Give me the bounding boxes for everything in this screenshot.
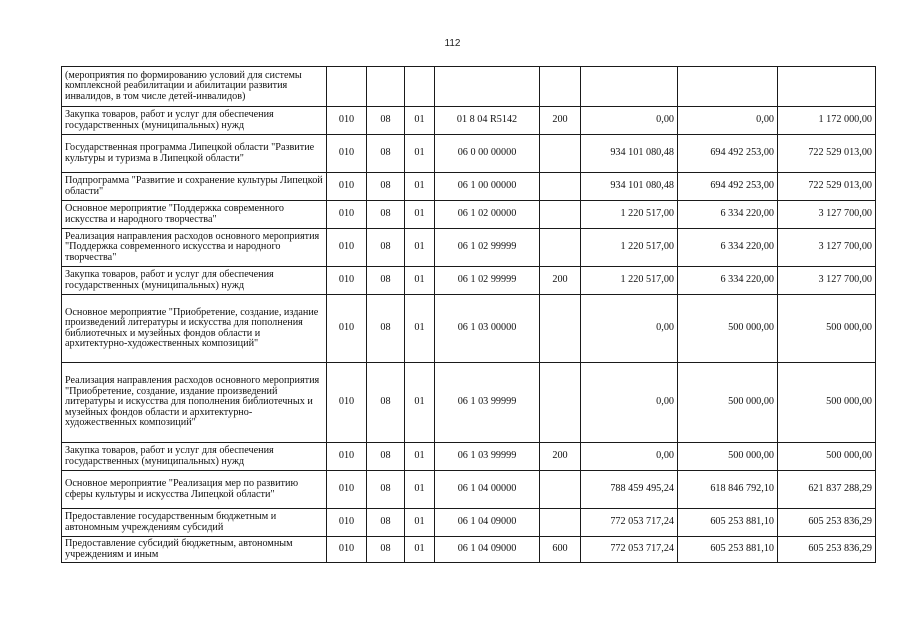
amount-year-2-cell (678, 67, 778, 107)
budget-table (61, 66, 876, 563)
ministry-code-cell (327, 67, 367, 107)
expense-type-cell: 200 (540, 443, 581, 471)
expense-type-cell (540, 509, 581, 537)
section-code-cell: 08 (367, 363, 405, 443)
section-code-cell: 08 (367, 443, 405, 471)
expense-name-cell: Закупка товаров, работ и услуг для обеспечения государственных (муниципальных) нужд (62, 107, 327, 135)
target-article-cell (435, 67, 540, 107)
section-code-cell: 08 (367, 537, 405, 563)
subsection-code-cell: 01 (405, 295, 435, 363)
subsection-code-cell: 01 (405, 471, 435, 509)
subsection-code-cell: 01 (405, 173, 435, 201)
section-code-cell: 08 (367, 173, 405, 201)
amount-year-2-cell: 500 000,00 (678, 443, 778, 471)
amount-year-2-cell: 694 492 253,00 (678, 135, 778, 173)
expense-name-cell: Основное мероприятие "Поддержка современного искусства и народного творчества" (62, 201, 327, 229)
table-row (62, 67, 876, 107)
ministry-code-cell: 010 (327, 107, 367, 135)
expense-type-cell (540, 173, 581, 201)
amount-year-2-cell: 605 253 881,10 (678, 537, 778, 563)
amount-year-1-cell: 1 220 517,00 (581, 267, 678, 295)
expense-name-cell: Закупка товаров, работ и услуг для обеспечения государственных (муниципальных) нужд (62, 443, 327, 471)
table-row (62, 537, 876, 563)
amount-year-3-cell: 3 127 700,00 (778, 267, 876, 295)
table-row (62, 443, 876, 471)
target-article-cell: 01 8 04 R5142 (435, 107, 540, 135)
expense-name-cell: Предоставление государственным бюджетным и автономным учреждениям субсидий (62, 509, 327, 537)
ministry-code-cell: 010 (327, 509, 367, 537)
amount-year-3-cell: 500 000,00 (778, 295, 876, 363)
expense-type-cell (540, 67, 581, 107)
amount-year-3-cell (778, 67, 876, 107)
table-row (62, 229, 876, 267)
section-code-cell: 08 (367, 201, 405, 229)
subsection-code-cell: 01 (405, 201, 435, 229)
subsection-code-cell: 01 (405, 107, 435, 135)
amount-year-3-cell: 621 837 288,29 (778, 471, 876, 509)
subsection-code-cell: 01 (405, 267, 435, 295)
table-row (62, 267, 876, 295)
amount-year-2-cell: 500 000,00 (678, 295, 778, 363)
expense-type-cell (540, 363, 581, 443)
target-article-cell: 06 1 03 99999 (435, 443, 540, 471)
expense-name-cell: Подпрограмма "Развитие и сохранение культуры Липецкой области" (62, 173, 327, 201)
amount-year-2-cell: 605 253 881,10 (678, 509, 778, 537)
amount-year-1-cell: 1 220 517,00 (581, 229, 678, 267)
expense-name-cell: Закупка товаров, работ и услуг для обеспечения государственных (муниципальных) нужд (62, 267, 327, 295)
subsection-code-cell: 01 (405, 537, 435, 563)
section-code-cell: 08 (367, 135, 405, 173)
amount-year-3-cell: 3 127 700,00 (778, 229, 876, 267)
amount-year-3-cell: 605 253 836,29 (778, 537, 876, 563)
expense-name-cell: Основное мероприятие "Приобретение, создание, издание произведений литературы и искусства для пополнения библиотечных и музейных фондов области и архитектурно-художественных композиций" (62, 295, 327, 363)
amount-year-3-cell: 722 529 013,00 (778, 173, 876, 201)
target-article-cell: 06 1 03 99999 (435, 363, 540, 443)
subsection-code-cell: 01 (405, 509, 435, 537)
table-row (62, 135, 876, 173)
amount-year-1-cell: 0,00 (581, 443, 678, 471)
amount-year-3-cell: 500 000,00 (778, 443, 876, 471)
ministry-code-cell: 010 (327, 471, 367, 509)
amount-year-1-cell: 0,00 (581, 107, 678, 135)
amount-year-1-cell: 934 101 080,48 (581, 173, 678, 201)
expense-name-cell: Основное мероприятие "Реализация мер по развитию сферы культуры и искусства Липецкой области" (62, 471, 327, 509)
ministry-code-cell: 010 (327, 267, 367, 295)
ministry-code-cell: 010 (327, 537, 367, 563)
subsection-code-cell: 01 (405, 443, 435, 471)
expense-type-cell (540, 201, 581, 229)
section-code-cell: 08 (367, 471, 405, 509)
table-row (62, 107, 876, 135)
expense-name-cell: Реализация направления расходов основного мероприятия "Поддержка современного искусства и народного творчества" (62, 229, 327, 267)
expense-name-cell: Государственная программа Липецкой области "Развитие культуры и туризма в Липецкой области" (62, 135, 327, 173)
amount-year-2-cell: 618 846 792,10 (678, 471, 778, 509)
amount-year-1-cell: 0,00 (581, 295, 678, 363)
table-row (62, 471, 876, 509)
amount-year-3-cell: 605 253 836,29 (778, 509, 876, 537)
ministry-code-cell: 010 (327, 135, 367, 173)
expense-name-cell: (мероприятия по формированию условий для системы комплексной реабилитации и абилитации развития инвалидов, в том числе детей-инвалидов) (62, 67, 327, 107)
target-article-cell: 06 1 04 09000 (435, 509, 540, 537)
target-article-cell: 06 1 02 00000 (435, 201, 540, 229)
expense-name-cell: Предоставление субсидий бюджетным, автономным учреждениям и иным (62, 537, 327, 563)
subsection-code-cell: 01 (405, 363, 435, 443)
section-code-cell: 08 (367, 509, 405, 537)
expense-type-cell: 600 (540, 537, 581, 563)
expense-name-cell: Реализация направления расходов основного мероприятия "Приобретение, создание, издание произведений литературы и искусства для пополнения библиотечных и музейных фондов области и архитектурно-художественных композиций" (62, 363, 327, 443)
target-article-cell: 06 1 04 09000 (435, 537, 540, 563)
expense-type-cell (540, 229, 581, 267)
ministry-code-cell: 010 (327, 443, 367, 471)
amount-year-3-cell: 1 172 000,00 (778, 107, 876, 135)
amount-year-3-cell: 722 529 013,00 (778, 135, 876, 173)
subsection-code-cell: 01 (405, 229, 435, 267)
amount-year-2-cell: 500 000,00 (678, 363, 778, 443)
target-article-cell: 06 1 02 99999 (435, 267, 540, 295)
target-article-cell: 06 1 03 00000 (435, 295, 540, 363)
ministry-code-cell: 010 (327, 173, 367, 201)
amount-year-2-cell: 6 334 220,00 (678, 267, 778, 295)
amount-year-1-cell: 934 101 080,48 (581, 135, 678, 173)
expense-type-cell (540, 135, 581, 173)
section-code-cell: 08 (367, 295, 405, 363)
table-row (62, 201, 876, 229)
expense-type-cell (540, 295, 581, 363)
table-row (62, 509, 876, 537)
section-code-cell: 08 (367, 229, 405, 267)
expense-type-cell: 200 (540, 267, 581, 295)
expense-type-cell (540, 471, 581, 509)
section-code-cell: 08 (367, 267, 405, 295)
amount-year-2-cell: 6 334 220,00 (678, 229, 778, 267)
ministry-code-cell: 010 (327, 295, 367, 363)
expense-type-cell: 200 (540, 107, 581, 135)
amount-year-1-cell (581, 67, 678, 107)
amount-year-1-cell: 788 459 495,24 (581, 471, 678, 509)
subsection-code-cell (405, 67, 435, 107)
ministry-code-cell: 010 (327, 229, 367, 267)
section-code-cell (367, 67, 405, 107)
page-number: 112 (444, 38, 461, 49)
amount-year-2-cell: 694 492 253,00 (678, 173, 778, 201)
subsection-code-cell: 01 (405, 135, 435, 173)
amount-year-3-cell: 500 000,00 (778, 363, 876, 443)
table-row (62, 173, 876, 201)
amount-year-3-cell: 3 127 700,00 (778, 201, 876, 229)
target-article-cell: 06 1 02 99999 (435, 229, 540, 267)
ministry-code-cell: 010 (327, 201, 367, 229)
amount-year-2-cell: 6 334 220,00 (678, 201, 778, 229)
amount-year-1-cell: 772 053 717,24 (581, 509, 678, 537)
amount-year-1-cell: 1 220 517,00 (581, 201, 678, 229)
target-article-cell: 06 1 00 00000 (435, 173, 540, 201)
target-article-cell: 06 1 04 00000 (435, 471, 540, 509)
target-article-cell: 06 0 00 00000 (435, 135, 540, 173)
table-row (62, 363, 876, 443)
amount-year-2-cell: 0,00 (678, 107, 778, 135)
ministry-code-cell: 010 (327, 363, 367, 443)
amount-year-1-cell: 0,00 (581, 363, 678, 443)
amount-year-1-cell: 772 053 717,24 (581, 537, 678, 563)
section-code-cell: 08 (367, 107, 405, 135)
table-row (62, 295, 876, 363)
